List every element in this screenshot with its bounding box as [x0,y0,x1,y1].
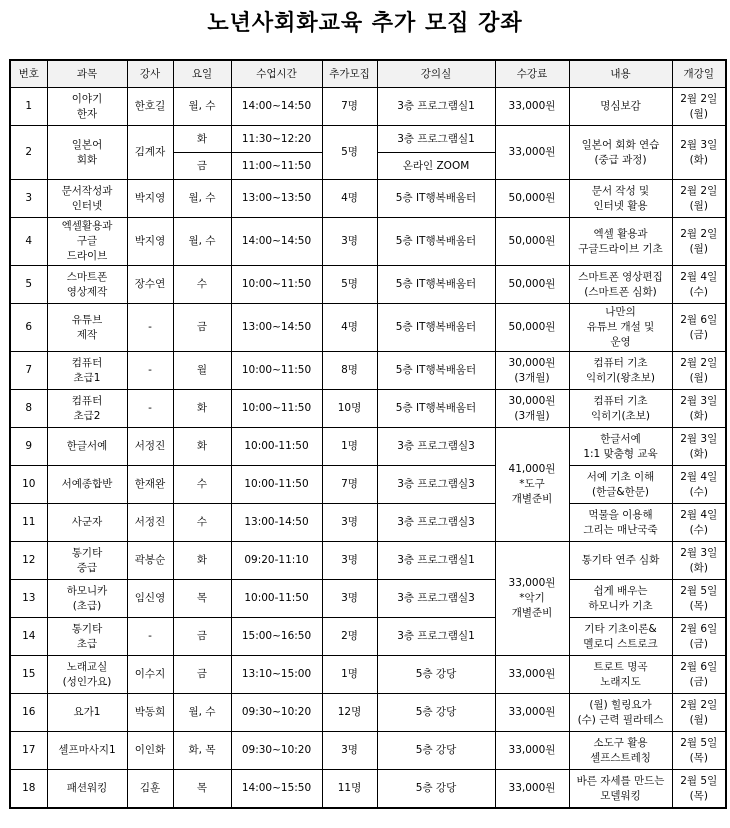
cell-time: 13:00~13:50 [231,180,322,218]
header-day: 요일 [173,60,231,88]
cell-start: 2월 5일(목) [672,580,726,618]
table-row [10,770,726,809]
table-row [10,694,726,732]
cell-subject: 요가1 [47,694,127,732]
cell-no: 1 [10,88,47,126]
cell-start: 2월 3일(화) [672,542,726,580]
cell-count: 1명 [322,428,377,466]
cell-start: 2월 3일(화) [672,126,726,180]
cell-fee: 33,000원 [495,656,569,694]
cell-teacher: 박지영 [127,218,173,266]
cell-fee: 33,000원 *악기 개별준비 [495,542,569,656]
table-row [10,504,726,542]
cell-start: 2월 5일(목) [672,770,726,809]
cell-day: 월, 수 [173,88,231,126]
table-row [10,304,726,352]
cell-time: 14:00~14:50 [231,218,322,266]
cell-room: 5층 IT행복배움터 [377,352,495,390]
cell-teacher: 한호길 [127,88,173,126]
cell-time: 15:00~16:50 [231,618,322,656]
cell-day: 금 [173,304,231,352]
cell-room: 5층 IT행복배움터 [377,218,495,266]
header-subject: 과목 [47,60,127,88]
table-row [10,428,726,466]
cell-day: 목 [173,580,231,618]
cell-teacher: 이수지 [127,656,173,694]
cell-content: 스마트폰 영상편집 (스마트폰 심화) [569,266,672,304]
cell-teacher: 서정진 [127,504,173,542]
cell-fee: 50,000원 [495,266,569,304]
cell-room: 3층 프로그램실1 [377,88,495,126]
table-row [10,580,726,618]
cell-count: 7명 [322,88,377,126]
cell-teacher: 한재완 [127,466,173,504]
cell-time: 10:00-11:50 [231,428,322,466]
cell-no: 14 [10,618,47,656]
cell-time: 13:10~15:00 [231,656,322,694]
cell-day: 수 [173,504,231,542]
cell-start: 2월 6일(금) [672,618,726,656]
cell-content: 먹물을 이용해 그리는 매난국죽 [569,504,672,542]
cell-time: 09:20-11:10 [231,542,322,580]
header-time: 수업시간 [231,60,322,88]
table-row [10,618,726,656]
cell-fee: 30,000원 (3개월) [495,390,569,428]
cell-start: 2월 2일(월) [672,218,726,266]
table-row [10,126,726,153]
cell-count: 3명 [322,504,377,542]
course-table [9,59,727,809]
cell-room: 온라인 ZOOM [377,153,495,180]
cell-subject: 스마트폰 영상제작 [47,266,127,304]
cell-content: 통기타 연주 심화 [569,542,672,580]
cell-teacher: - [127,352,173,390]
cell-room: 3층 프로그램실1 [377,542,495,580]
cell-start: 2월 6일(금) [672,304,726,352]
cell-teacher: 박지영 [127,180,173,218]
cell-teacher: - [127,390,173,428]
cell-content: 소도구 활용 셀프스트레칭 [569,732,672,770]
cell-start: 2월 4일(수) [672,266,726,304]
cell-time: 10:00-11:50 [231,580,322,618]
cell-start: 2월 4일(수) [672,466,726,504]
cell-time: 14:00~15:50 [231,770,322,809]
cell-subject: 서예종합반 [47,466,127,504]
cell-content: 바른 자세를 만드는 모델워킹 [569,770,672,809]
cell-teacher: 박동희 [127,694,173,732]
cell-fee: 33,000원 [495,732,569,770]
cell-room: 5층 IT행복배움터 [377,390,495,428]
cell-no: 3 [10,180,47,218]
cell-subject: 하모니카 (초급) [47,580,127,618]
cell-room: 5층 강당 [377,694,495,732]
cell-room: 3층 프로그램실3 [377,580,495,618]
cell-day: 화 [173,390,231,428]
cell-subject: 통기타 초급 [47,618,127,656]
cell-start: 2월 6일(금) [672,656,726,694]
cell-day: 수 [173,466,231,504]
cell-day: 화 [173,542,231,580]
cell-room: 3층 프로그램실1 [377,618,495,656]
cell-start: 2월 3일(화) [672,390,726,428]
cell-time: 10:00~11:50 [231,266,322,304]
cell-teacher: 장수연 [127,266,173,304]
cell-subject: 사군자 [47,504,127,542]
cell-no: 2 [10,126,47,180]
cell-count: 3명 [322,542,377,580]
cell-no: 16 [10,694,47,732]
cell-room: 3층 프로그램실3 [377,466,495,504]
cell-content: 일본어 회화 연습 (중급 과정) [569,126,672,180]
cell-teacher: - [127,618,173,656]
cell-day: 화 [173,126,231,153]
cell-no: 9 [10,428,47,466]
cell-no: 12 [10,542,47,580]
cell-fee: 33,000원 [495,694,569,732]
cell-count: 5명 [322,266,377,304]
cell-day: 월, 수 [173,180,231,218]
header-start: 개강일 [672,60,726,88]
cell-subject: 노래교실 (성인가요) [47,656,127,694]
cell-teacher: 김계자 [127,126,173,180]
cell-fee: 50,000원 [495,304,569,352]
cell-teacher: 서정진 [127,428,173,466]
cell-day: 금 [173,618,231,656]
cell-content: 엑셀 활용과 구글드라이브 기초 [569,218,672,266]
table-row [10,266,726,304]
cell-count: 4명 [322,304,377,352]
cell-count: 3명 [322,580,377,618]
cell-no: 17 [10,732,47,770]
cell-fee: 50,000원 [495,218,569,266]
cell-count: 3명 [322,732,377,770]
cell-fee: 33,000원 [495,88,569,126]
cell-teacher: 이인화 [127,732,173,770]
table-row [10,180,726,218]
cell-content: 쉽게 배우는 하모니카 기초 [569,580,672,618]
cell-count: 2명 [322,618,377,656]
cell-teacher: 김훈 [127,770,173,809]
cell-fee: 33,000원 [495,770,569,809]
cell-subject: 컴퓨터 초급1 [47,352,127,390]
cell-room: 5층 IT행복배움터 [377,266,495,304]
cell-content: 서예 기초 이해 (한글&한문) [569,466,672,504]
cell-no: 7 [10,352,47,390]
cell-start: 2월 4일(수) [672,504,726,542]
cell-fee: 50,000원 [495,180,569,218]
cell-time: 14:00~14:50 [231,88,322,126]
cell-count: 11명 [322,770,377,809]
cell-fee: 33,000원 [495,126,569,180]
cell-content: 컴퓨터 기초 익히기(초보) [569,390,672,428]
cell-start: 2월 2일(월) [672,88,726,126]
cell-time: 11:30~12:20 [231,126,322,153]
header-count: 추가모집 [322,60,377,88]
cell-start: 2월 5일(목) [672,732,726,770]
cell-start: 2월 3일(화) [672,428,726,466]
cell-count: 10명 [322,390,377,428]
cell-start: 2월 2일(월) [672,694,726,732]
header-row [10,60,726,88]
cell-count: 8명 [322,352,377,390]
cell-content: 컴퓨터 기초 익히기(왕초보) [569,352,672,390]
cell-day: 수 [173,266,231,304]
cell-subject: 통기타 중급 [47,542,127,580]
cell-day: 금 [173,153,231,180]
cell-time: 11:00~11:50 [231,153,322,180]
cell-no: 6 [10,304,47,352]
cell-room: 5층 강당 [377,770,495,809]
cell-time: 10:00-11:50 [231,466,322,504]
table-row [10,352,726,390]
cell-time: 13:00-14:50 [231,504,322,542]
cell-day: 화, 목 [173,732,231,770]
cell-day: 월, 수 [173,218,231,266]
cell-teacher: 임신영 [127,580,173,618]
cell-no: 18 [10,770,47,809]
cell-day: 목 [173,770,231,809]
table-row [10,390,726,428]
cell-room: 5층 IT행복배움터 [377,180,495,218]
header-no: 번호 [10,60,47,88]
cell-day: 월, 수 [173,694,231,732]
cell-count: 12명 [322,694,377,732]
cell-room: 3층 프로그램실3 [377,428,495,466]
cell-subject: 유튜브 제작 [47,304,127,352]
cell-no: 4 [10,218,47,266]
cell-fee: 30,000원 (3개월) [495,352,569,390]
cell-count: 3명 [322,218,377,266]
cell-count: 7명 [322,466,377,504]
header-fee: 수강료 [495,60,569,88]
cell-content: 문서 작성 및 인터넷 활용 [569,180,672,218]
cell-subject: 컴퓨터 초급2 [47,390,127,428]
cell-room: 5층 강당 [377,732,495,770]
cell-content: 나만의 유튜브 개설 및 운영 [569,304,672,352]
cell-no: 15 [10,656,47,694]
cell-no: 11 [10,504,47,542]
cell-subject: 이야기 한자 [47,88,127,126]
cell-subject: 한글서예 [47,428,127,466]
cell-time: 10:00~11:50 [231,352,322,390]
cell-subject: 일본어 회화 [47,126,127,180]
cell-room: 5층 IT행복배움터 [377,304,495,352]
table-row [10,542,726,580]
cell-subject: 엑셀활용과 구글 드라이브 [47,218,127,266]
cell-day: 금 [173,656,231,694]
cell-room: 5층 강당 [377,656,495,694]
table-row [10,466,726,504]
cell-start: 2월 2일(월) [672,352,726,390]
cell-count: 1명 [322,656,377,694]
cell-day: 화 [173,428,231,466]
header-room: 강의실 [377,60,495,88]
page-title: 노년사회화교육 추가 모집 강좌 [207,11,523,36]
cell-count: 5명 [322,126,377,180]
cell-subject: 셀프마사지1 [47,732,127,770]
cell-content: 명심보감 [569,88,672,126]
cell-room: 3층 프로그램실3 [377,504,495,542]
cell-content: 한글서예 1:1 맞춤형 교육 [569,428,672,466]
cell-no: 8 [10,390,47,428]
cell-start: 2월 2일(월) [672,180,726,218]
table-row [10,218,726,266]
cell-time: 09:30~10:20 [231,732,322,770]
cell-count: 4명 [322,180,377,218]
table-row [10,732,726,770]
table-row [10,656,726,694]
cell-room: 3층 프로그램실1 [377,126,495,153]
cell-subject: 패션워킹 [47,770,127,809]
cell-day: 월 [173,352,231,390]
cell-teacher: 곽봉순 [127,542,173,580]
cell-time: 09:30~10:20 [231,694,322,732]
header-teacher: 강사 [127,60,173,88]
cell-content: (월) 힐링요가 (수) 근력 필라테스 [569,694,672,732]
cell-time: 10:00~11:50 [231,390,322,428]
cell-fee: 41,000원 *도구 개별준비 [495,428,569,542]
cell-subject: 문서작성과 인터넷 [47,180,127,218]
cell-content: 트로트 명곡 노래지도 [569,656,672,694]
cell-no: 13 [10,580,47,618]
header-content: 내용 [569,60,672,88]
cell-no: 10 [10,466,47,504]
cell-time: 13:00~14:50 [231,304,322,352]
table-row [10,88,726,126]
cell-teacher: - [127,304,173,352]
cell-no: 5 [10,266,47,304]
cell-content: 기타 기초이론& 멜로디 스트로크 [569,618,672,656]
